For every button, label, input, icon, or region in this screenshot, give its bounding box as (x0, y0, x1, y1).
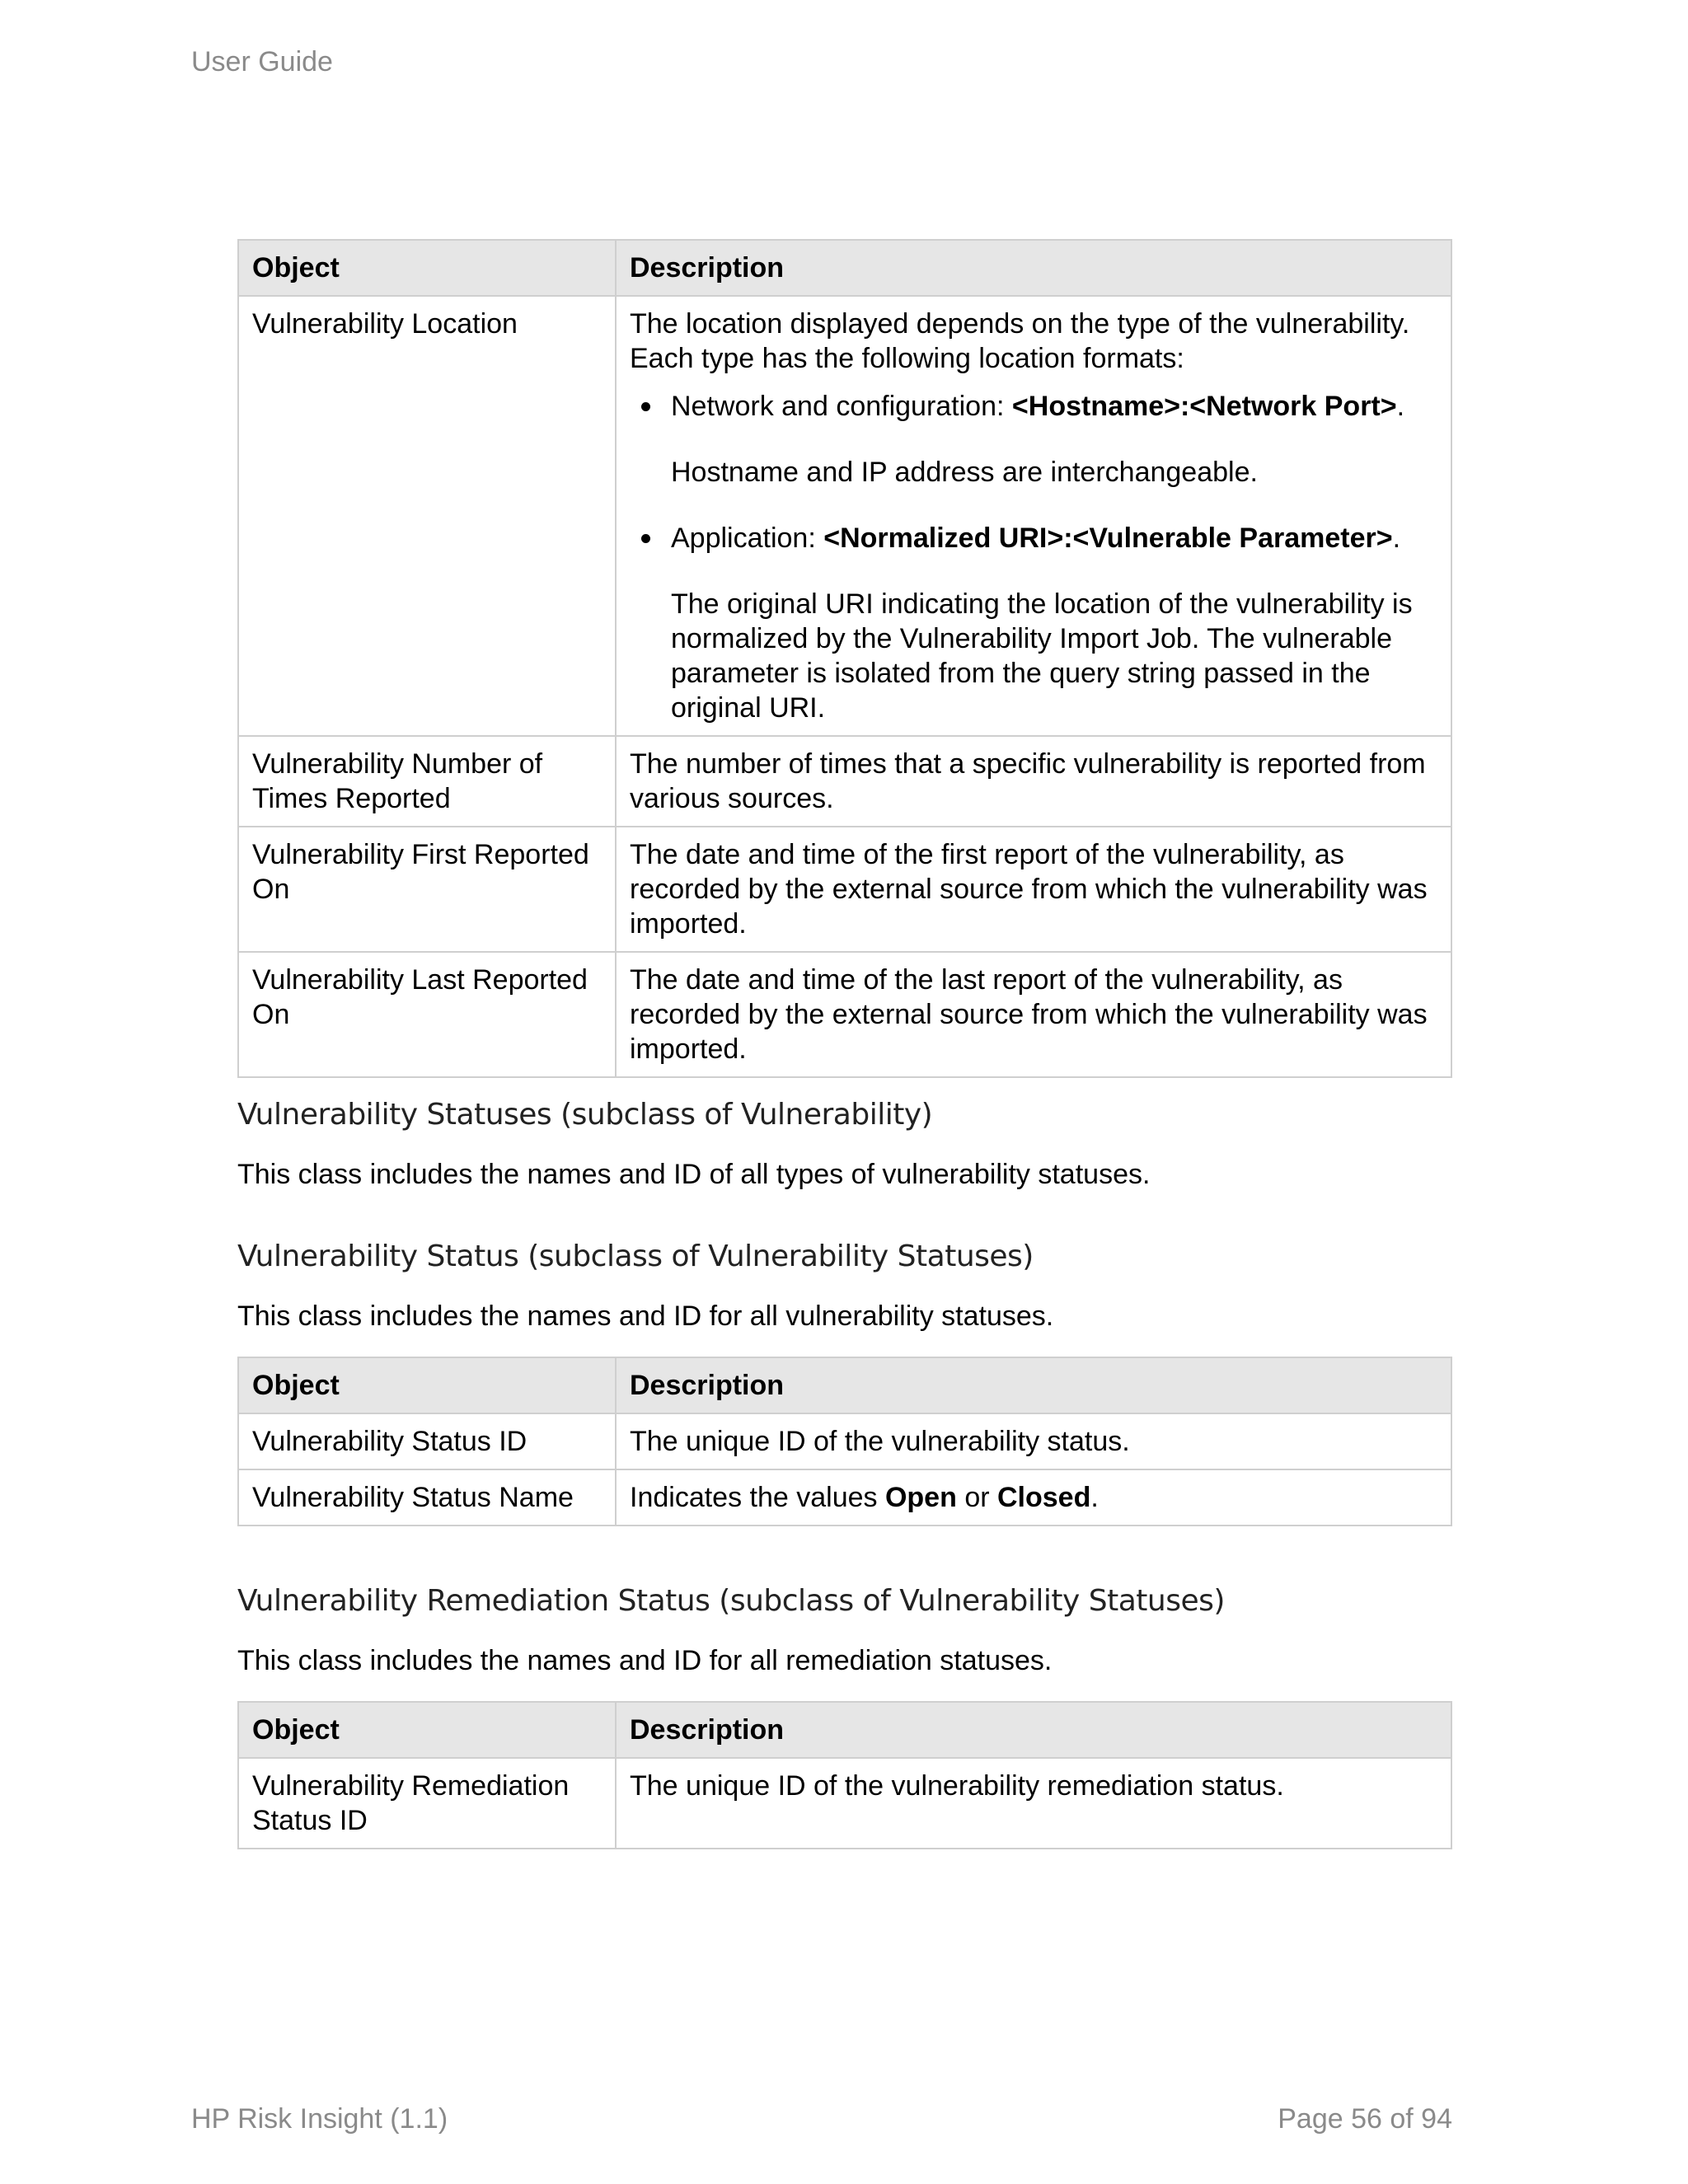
column-header-object: Object (238, 1357, 616, 1413)
table-header-row (238, 1357, 1451, 1413)
object-cell: Vulnerability Status Name (238, 1469, 616, 1526)
object-cell: Vulnerability First Reported On (238, 827, 616, 952)
object-cell: Vulnerability Location (238, 296, 616, 736)
column-header-object: Object (238, 240, 616, 296)
description-text: Indicates the values (630, 1482, 885, 1513)
column-header-description: Description (616, 1357, 1451, 1413)
description-text: or (956, 1482, 997, 1513)
bullet-note: Hostname and IP address are interchangeable. (671, 457, 1258, 488)
object-table-2 (237, 1357, 1452, 1526)
table-row (238, 952, 1451, 1077)
location-intro: The location displayed depends on the type of the vulnerability. Each type has the following location formats: (630, 308, 1410, 374)
footer-product: HP Risk Insight (1.1) (191, 2103, 448, 2135)
description-cell (616, 1469, 1451, 1526)
table-row (238, 1758, 1451, 1849)
description-cell: The unique ID of the vulnerability status. (616, 1413, 1451, 1469)
bullet-icon (641, 402, 650, 411)
description-cell (616, 296, 1451, 736)
list-item (630, 389, 1437, 490)
table-row (238, 296, 1451, 736)
description-cell: The number of times that a specific vulnerability is reported from various sources. (616, 736, 1451, 827)
format-code: <Hostname>:<Network Port> (1011, 391, 1397, 422)
section-body-statuses: This class includes the names and ID of all types of vulnerability statuses. (237, 1159, 1151, 1190)
list-item (630, 521, 1437, 725)
section-heading-statuses: Vulnerability Statuses (subclass of Vulnerability) (237, 1098, 933, 1132)
location-format-list (630, 389, 1437, 725)
value-closed: Closed (997, 1482, 1091, 1513)
bullet-suffix: . (1392, 523, 1401, 554)
description-cell: The date and time of the first report of the vulnerability, as recorded by the external source from which the vulnerability was imported. (616, 827, 1451, 952)
running-header: User Guide (191, 46, 333, 77)
table-header-row (238, 1702, 1451, 1758)
format-code: <Normalized URI>:<Vulnerable Parameter> (823, 523, 1393, 554)
column-header-description: Description (616, 240, 1451, 296)
table-row (238, 736, 1451, 827)
description-text: . (1090, 1482, 1099, 1513)
object-cell: Vulnerability Last Reported On (238, 952, 616, 1077)
table-row (238, 827, 1451, 952)
section-heading-remediation: Vulnerability Remediation Status (subclass of Vulnerability Statuses) (237, 1584, 1225, 1618)
bullet-note: The original URI indicating the location of the vulnerability is normalized by the Vulnerability Import Job. The vulnerable parameter is isolated from the query string passed in the original URI. (671, 588, 1413, 724)
bullet-icon (641, 534, 650, 543)
table-row (238, 1413, 1451, 1469)
object-table-1 (237, 239, 1452, 1078)
description-cell: The unique ID of the vulnerability remediation status. (616, 1758, 1451, 1849)
value-open: Open (884, 1482, 957, 1513)
description-cell: The date and time of the last report of the vulnerability, as recorded by the external source from which the vulnerability was imported. (616, 952, 1451, 1077)
object-cell: Vulnerability Status ID (238, 1413, 616, 1469)
table-row (238, 1469, 1451, 1526)
table-header-row (238, 240, 1451, 296)
object-cell: Vulnerability Remediation Status ID (238, 1758, 616, 1849)
bullet-suffix: . (1396, 391, 1405, 422)
section-body-remediation: This class includes the names and ID for all remediation statuses. (237, 1645, 1053, 1676)
column-header-description: Description (616, 1702, 1451, 1758)
column-header-object: Object (238, 1702, 616, 1758)
section-heading-status: Vulnerability Status (subclass of Vulnerability Statuses) (237, 1240, 1034, 1273)
bullet-label: Application: (671, 523, 824, 554)
bullet-label: Network and configuration: (671, 391, 1012, 422)
section-body-status: This class includes the names and ID for all vulnerability statuses. (237, 1301, 1054, 1332)
footer-page-number: Page 56 of 94 (1278, 2103, 1452, 2135)
object-cell: Vulnerability Number of Times Reported (238, 736, 616, 827)
object-table-3 (237, 1701, 1452, 1849)
